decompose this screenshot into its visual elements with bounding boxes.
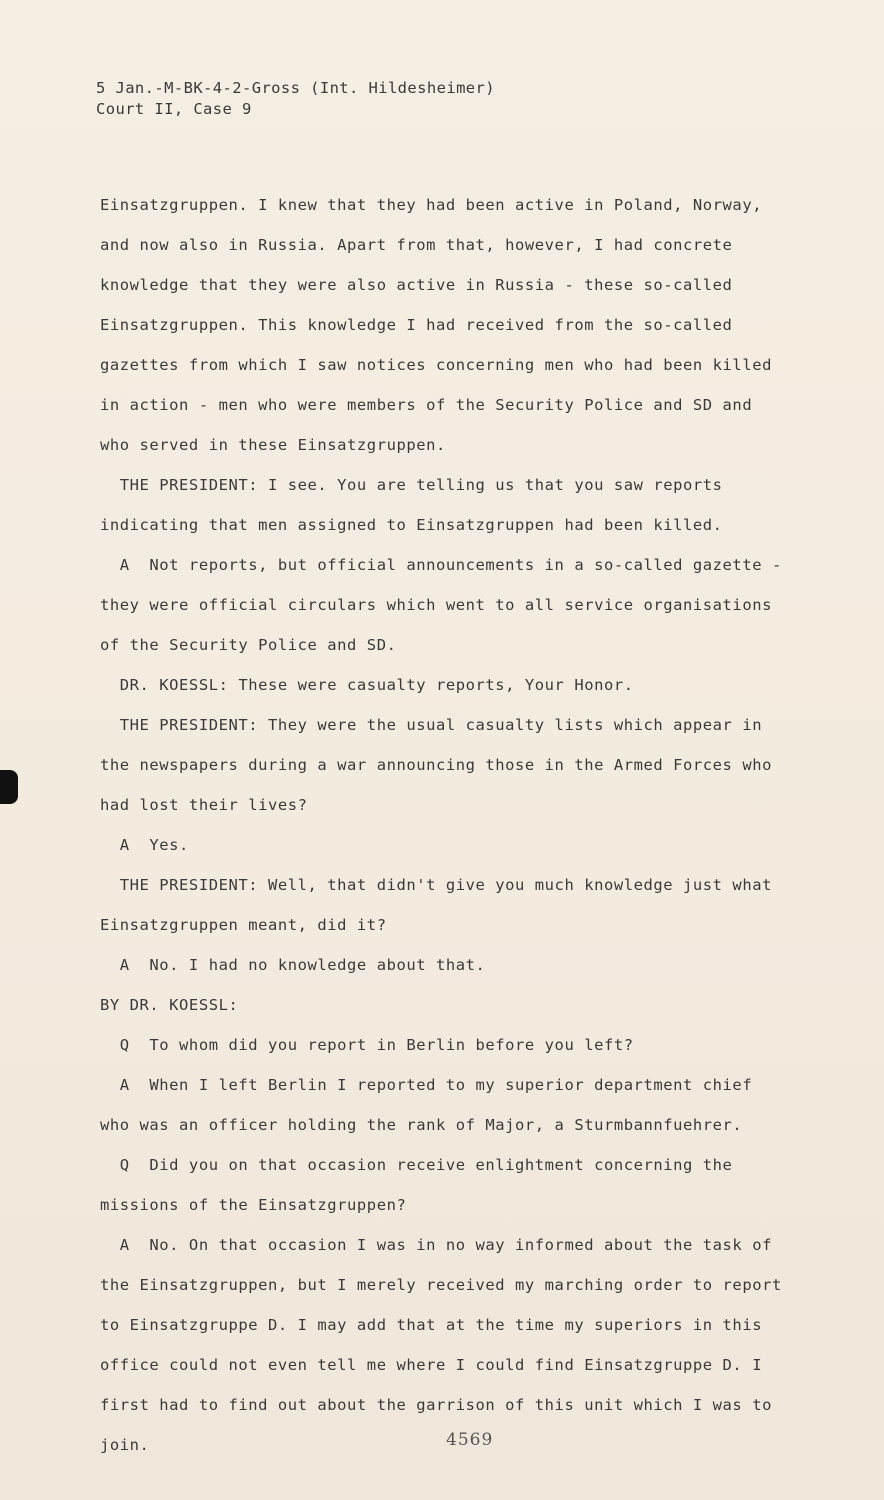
header-line-1: 5 Jan.-M-BK-4-2-Gross (Int. Hildesheimer) (96, 79, 496, 97)
text-line: Einsatzgruppen meant, did it? (100, 916, 387, 934)
text-line: A Not reports, but official announcements in a so-called gazette - (100, 556, 782, 574)
text-line: gazettes from which I saw notices concerning men who had been killed (100, 356, 772, 374)
text-line: knowledge that they were also active in Russia - these so-called (100, 276, 733, 294)
text-line: they were official circulars which went to all service organisations (100, 596, 772, 614)
text-line: A Yes. (100, 836, 189, 854)
text-line: join. (100, 1436, 150, 1454)
text-line: in action - men who were members of the Security Police and SD and (100, 396, 753, 414)
text-line: indicating that men assigned to Einsatzgruppen had been killed. (100, 516, 723, 534)
text-line: the newspapers during a war announcing those in the Armed Forces who (100, 756, 772, 774)
text-line: THE PRESIDENT: I see. You are telling us that you saw reports (100, 476, 723, 494)
text-line: BY DR. KOESSL: (100, 996, 239, 1014)
page-number: 4569 (446, 1430, 494, 1450)
text-line: missions of the Einsatzgruppen? (100, 1196, 407, 1214)
transcript-body (100, 194, 790, 1474)
text-line: THE PRESIDENT: They were the usual casualty lists which appear in (100, 716, 763, 734)
text-line: Einsatzgruppen. This knowledge I had received from the so-called (100, 316, 733, 334)
text-line: office could not even tell me where I could find Einsatzgruppe D. I (100, 1356, 763, 1374)
text-line: A No. On that occasion I was in no way informed about the task of (100, 1236, 772, 1254)
text-line: A When I left Berlin I reported to my superior department chief (100, 1076, 753, 1094)
text-line: A No. I had no knowledge about that. (100, 956, 486, 974)
header-line-2: Court II, Case 9 (96, 100, 252, 118)
binder-hole-mark (0, 770, 18, 804)
text-line: the Einsatzgruppen, but I merely received my marching order to report (100, 1276, 782, 1294)
text-line: to Einsatzgruppe D. I may add that at the time my superiors in this (100, 1316, 763, 1334)
text-line: Einsatzgruppen. I knew that they had been active in Poland, Norway, (100, 196, 763, 214)
document-header (96, 78, 495, 120)
text-line: who served in these Einsatzgruppen. (100, 436, 446, 454)
text-line: Q Did you on that occasion receive enlightment concerning the (100, 1156, 733, 1174)
text-line: had lost their lives? (100, 796, 308, 814)
text-line: DR. KOESSL: These were casualty reports, Your Honor. (100, 676, 634, 694)
text-line: who was an officer holding the rank of Major, a Sturmbannfuehrer. (100, 1116, 743, 1134)
text-line: and now also in Russia. Apart from that, however, I had concrete (100, 236, 733, 254)
text-line: THE PRESIDENT: Well, that didn't give you much knowledge just what (100, 876, 772, 894)
text-line: of the Security Police and SD. (100, 636, 397, 654)
text-line: first had to find out about the garrison of this unit which I was to (100, 1396, 772, 1414)
text-line: Q To whom did you report in Berlin before you left? (100, 1036, 634, 1054)
